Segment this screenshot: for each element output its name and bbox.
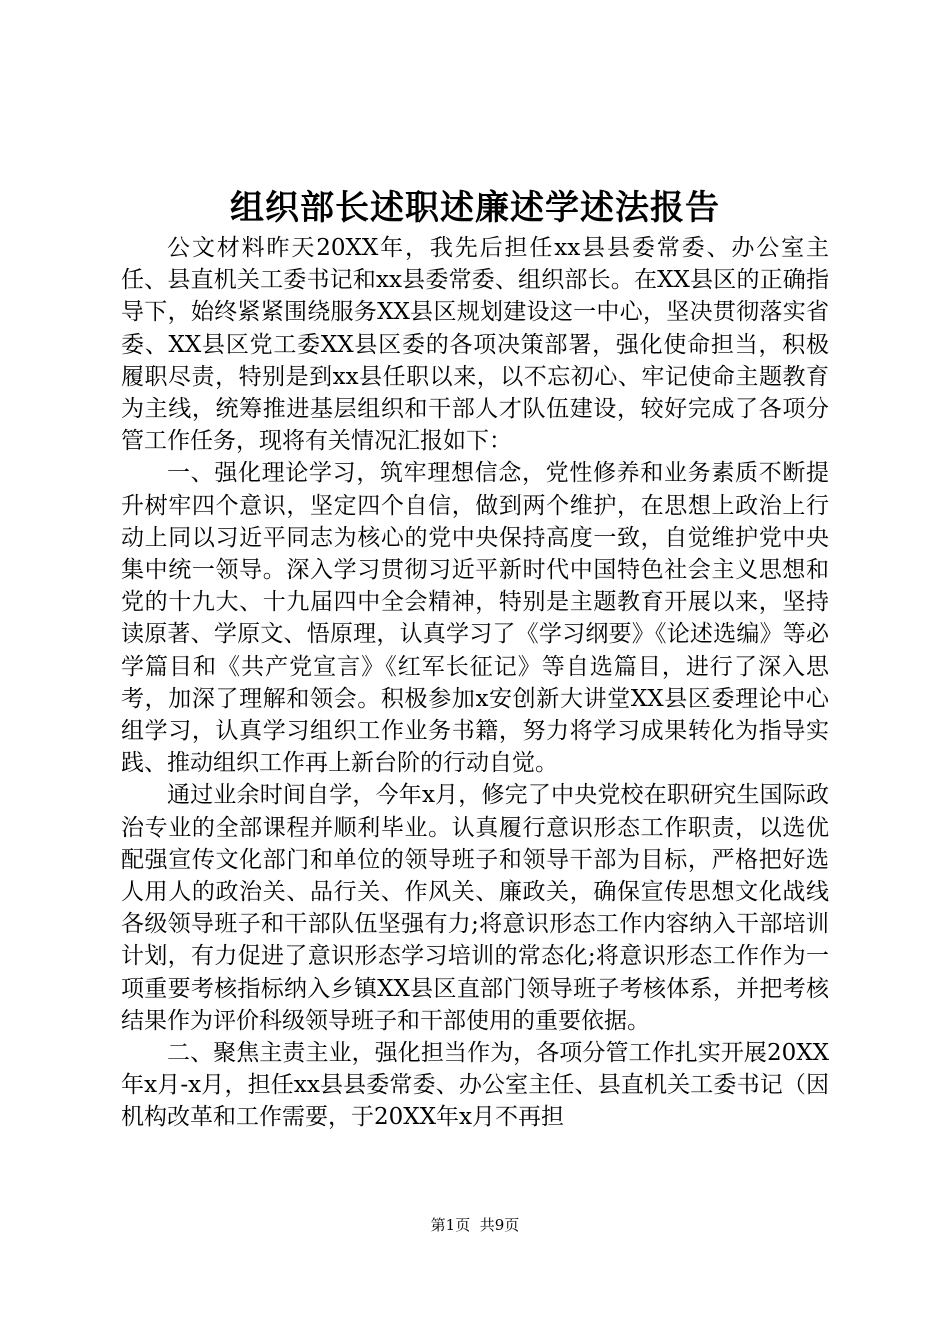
paragraph-self-study: 通过业余时间自学，今年x月，修完了中央党校在职研究生国际政治专业的全部课程并顺利毕业。认真履行意识形态工作职责，以选优配强宣传文化部门和单位的领导班子和领导干部为目标，严格把好选人用人的政治关、品行关、作风关、廉政关，确保宣传思想文化战线各级领导班子和干部队伍坚强有力;将意识形态工作内容纳入干部培训计划，有力促进了意识形态学习培训的常态化;将意识形态工作作为一项重要考核指标纳入乡镇XX县区直部门领导班子考核体系，并把考核结果作为评价科级领导班子和干部使用的重要依据。 [121,782,829,1034]
paragraph-intro: 公文材料昨天20XX年，我先后担任xx县县委常委、办公室主任、县直机关工委书记和xx县委常委、组织部长。在XX县区的正确指导下，始终紧紧围绕服务XX县区规划建设这一中心，坚决贯彻落实省委、XX县区党工委XX县区委的各项决策部署，强化使命担当，积极履职尽责，特别是到xx县任职以来，以不忘初心、牢记使命主题教育为主线，统筹推进基层组织和干部人才队伍建设，较好完成了各项分管工作任务，现将有关情况汇报如下： [121,235,829,455]
document-body [121,232,829,1134]
paragraph-section-2: 二、聚焦主责主业，强化担当作为，各项分管工作扎实开展20XX年x月-x月，担任xx县县委常委、办公室主任、县直机关工委书记（因机构改革和工作需要，于20XX年x月不再担 [121,1040,829,1131]
document-title: 组织部长述职述廉述学述法报告 [230,188,720,228]
paragraph-section-1: 一、强化理论学习，筑牢理想信念，党性修养和业务素质不断提升树牢四个意识，坚定四个自信，做到两个维护，在思想上政治上行动上同以习近平同志为核心的党中央保持高度一致，自觉维护党中央集中统一领导。深入学习贯彻习近平新时代中国特色社会主义思想和党的十九大、十九届四中全会精神，特别是主题教育开展以来，坚持读原著、学原文、悟原理，认真学习了《学习纲要》《论述选编》等必学篇目和《共产党宣言》《红军长征记》等自选篇目，进行了深入思考，加深了理解和领会。积极参加x安创新大讲堂XX县区委理论中心组学习，认真学习组织工作业务书籍，努力将学习成果转化为指导实践、推动组织工作再上新台阶的行动自觉。 [121,460,829,777]
page-footer [0,1214,950,1236]
page-total: 共9页 [479,1216,520,1234]
page-number: 第1页 [430,1216,471,1234]
